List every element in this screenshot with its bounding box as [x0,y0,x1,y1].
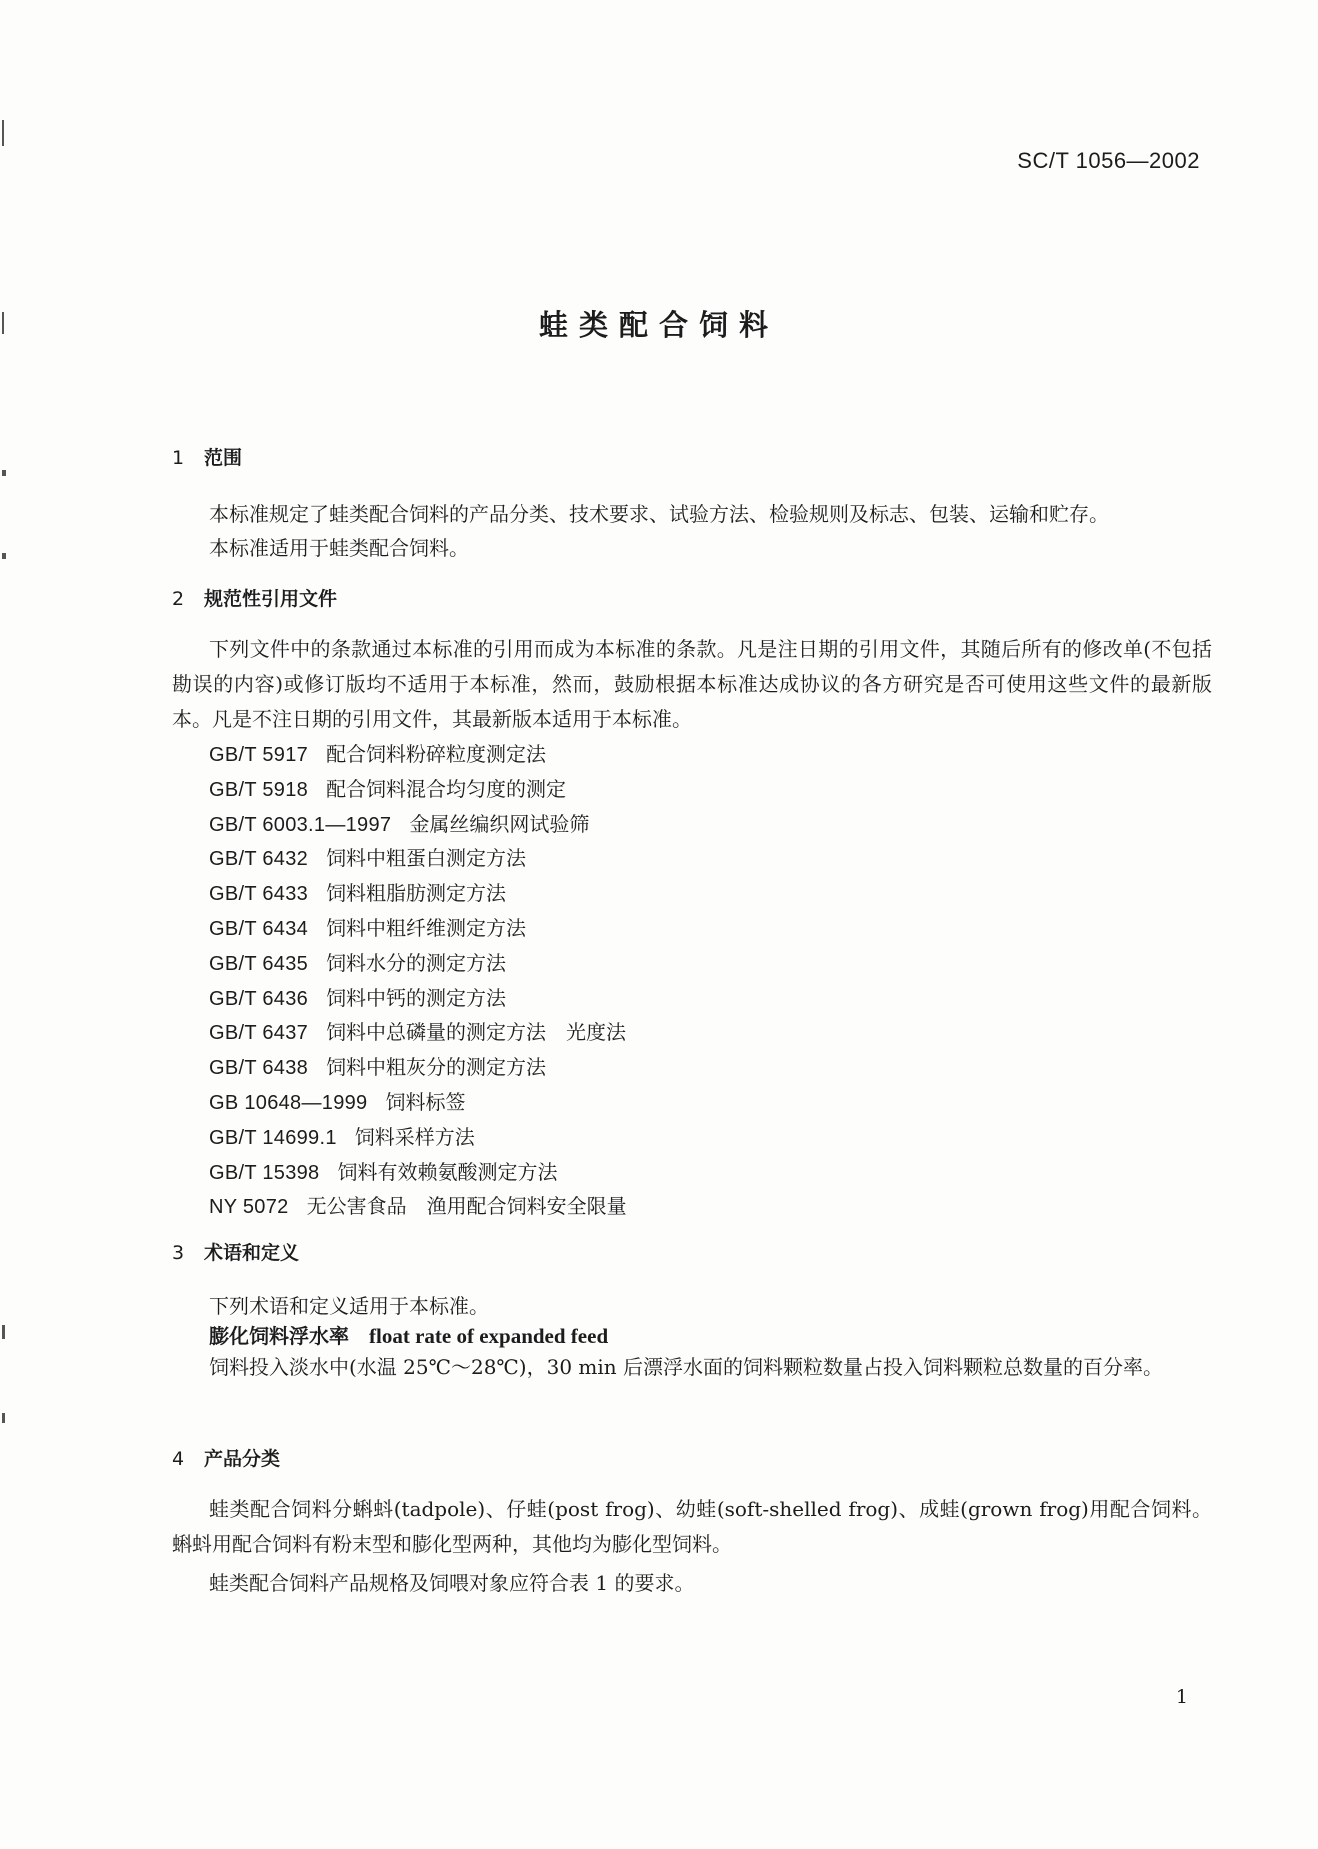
section-number: 1 [172,447,185,469]
reference-code: GB/T 6434 [209,917,309,940]
reference-title: 饲料中粗纤维测定方法 [326,915,527,940]
reference-code: GB/T 15398 [209,1161,320,1184]
section-number: 4 [172,1448,185,1470]
reference-item [209,738,627,773]
section-4-heading [172,1444,280,1471]
reference-item [209,1051,627,1086]
page-number: 1 [1175,1686,1188,1708]
reference-title: 饲料采样方法 [354,1124,475,1149]
reference-title: 配合饲料混合均匀度的测定 [326,776,567,801]
section-1-heading [172,443,242,470]
reference-item [209,947,627,982]
term-definition: 饲料投入淡水中(水温 25℃～28℃)，30 min 后漂浮水面的饲料颗粒数量占投入饲料颗粒总数量的百分率。 [209,1355,1164,1379]
scan-mark [2,120,4,146]
document-title: 蛙类配合饲料 [538,308,779,342]
reference-title: 饲料粗脂肪测定方法 [326,881,507,906]
reference-code: GB/T 6435 [209,952,309,975]
reference-item [209,1156,627,1191]
section-4-paragraph: 蛙类配合饲料产品规格及饲喂对象应符合表 1 的要求。 [209,1571,695,1595]
term-english: float rate of expanded feed [369,1324,609,1348]
reference-code: GB/T 14699.1 [209,1126,337,1149]
reference-code: GB/T 6433 [209,883,309,906]
reference-title: 饲料中粗蛋白测定方法 [326,846,527,871]
section-title: 术语和定义 [204,1242,300,1264]
term-entry [209,1320,608,1349]
reference-list [209,738,627,1225]
reference-title: 饲料水分的测定方法 [326,950,507,975]
reference-title: 饲料中粗灰分的测定方法 [326,1055,547,1080]
reference-title: 无公害食品 渔用配合饲料安全限量 [306,1194,627,1219]
reference-code: NY 5072 [209,1196,289,1219]
reference-item [209,1121,627,1156]
section-4-paragraph: 蛙类配合饲料分蝌蚪(tadpole)、仔蛙(post frog)、幼蛙(soft-shelled frog)、成蛙(grown frog)用配合饲料。蝌蚪用配合饲料有粉末型和膨化型两种，其他均为膨化型饲料。 [172,1497,1212,1556]
reference-item [209,912,627,947]
reference-item [209,1086,627,1121]
scan-mark [2,1325,5,1339]
section-title: 规范性引用文件 [204,588,338,610]
section-3-intro: 下列术语和定义适用于本标准。 [209,1294,489,1318]
reference-item [209,877,627,912]
standard-number: SC/T 1056—2002 [1017,148,1200,173]
section-title: 产品分类 [204,1448,281,1470]
reference-title: 饲料中钙的测定方法 [326,985,507,1010]
reference-code: GB/T 6003.1—1997 [209,813,392,836]
reference-code: GB/T 6432 [209,848,309,871]
reference-title: 配合饲料粉碎粒度测定法 [326,742,547,766]
reference-title: 金属丝编织网试验筛 [409,811,590,836]
section-number: 2 [172,588,185,610]
section-2-paragraph: 下列文件中的条款通过本标准的引用而成为本标准的条款。凡是注日期的引用文件，其随后所有的修改单(不包括勘误的内容)或修订版均不适用于本标准，然而，鼓励根据本标准达成协议的各方研究是否可使用这些文件的最新版本。凡是不注日期的引用文件，其最新版本适用于本标准。 [172,637,1212,731]
reference-code: GB/T 6436 [209,987,309,1010]
section-1-paragraph: 本标准规定了蛙类配合饲料的产品分类、技术要求、试验方法、检验规则及标志、包装、运输和贮存。 [209,502,1109,526]
scan-mark [2,1413,5,1423]
reference-item [209,773,627,808]
section-3-heading [172,1238,299,1265]
scan-mark [2,553,6,559]
section-2-heading [172,584,337,611]
reference-code: GB/T 5918 [209,778,309,801]
section-number: 3 [172,1242,185,1264]
reference-title: 饲料中总磷量的测定方法 光度法 [326,1020,627,1045]
reference-item [209,982,627,1017]
reference-code: GB/T 6438 [209,1057,309,1080]
reference-title: 饲料标签 [385,1089,466,1114]
reference-title: 饲料有效赖氨酸测定方法 [337,1159,558,1184]
section-1-paragraph: 本标准适用于蛙类配合饲料。 [209,536,469,560]
term-chinese: 膨化饲料浮水率 [209,1324,349,1348]
reference-code: GB/T 5917 [209,744,309,766]
reference-item [209,808,627,843]
reference-code: GB/T 6437 [209,1022,309,1045]
reference-code: GB 10648—1999 [209,1091,368,1114]
reference-item [209,1016,627,1051]
reference-item [209,1190,627,1225]
scan-mark [2,470,6,476]
reference-item [209,842,627,877]
section-title: 范围 [204,447,243,469]
